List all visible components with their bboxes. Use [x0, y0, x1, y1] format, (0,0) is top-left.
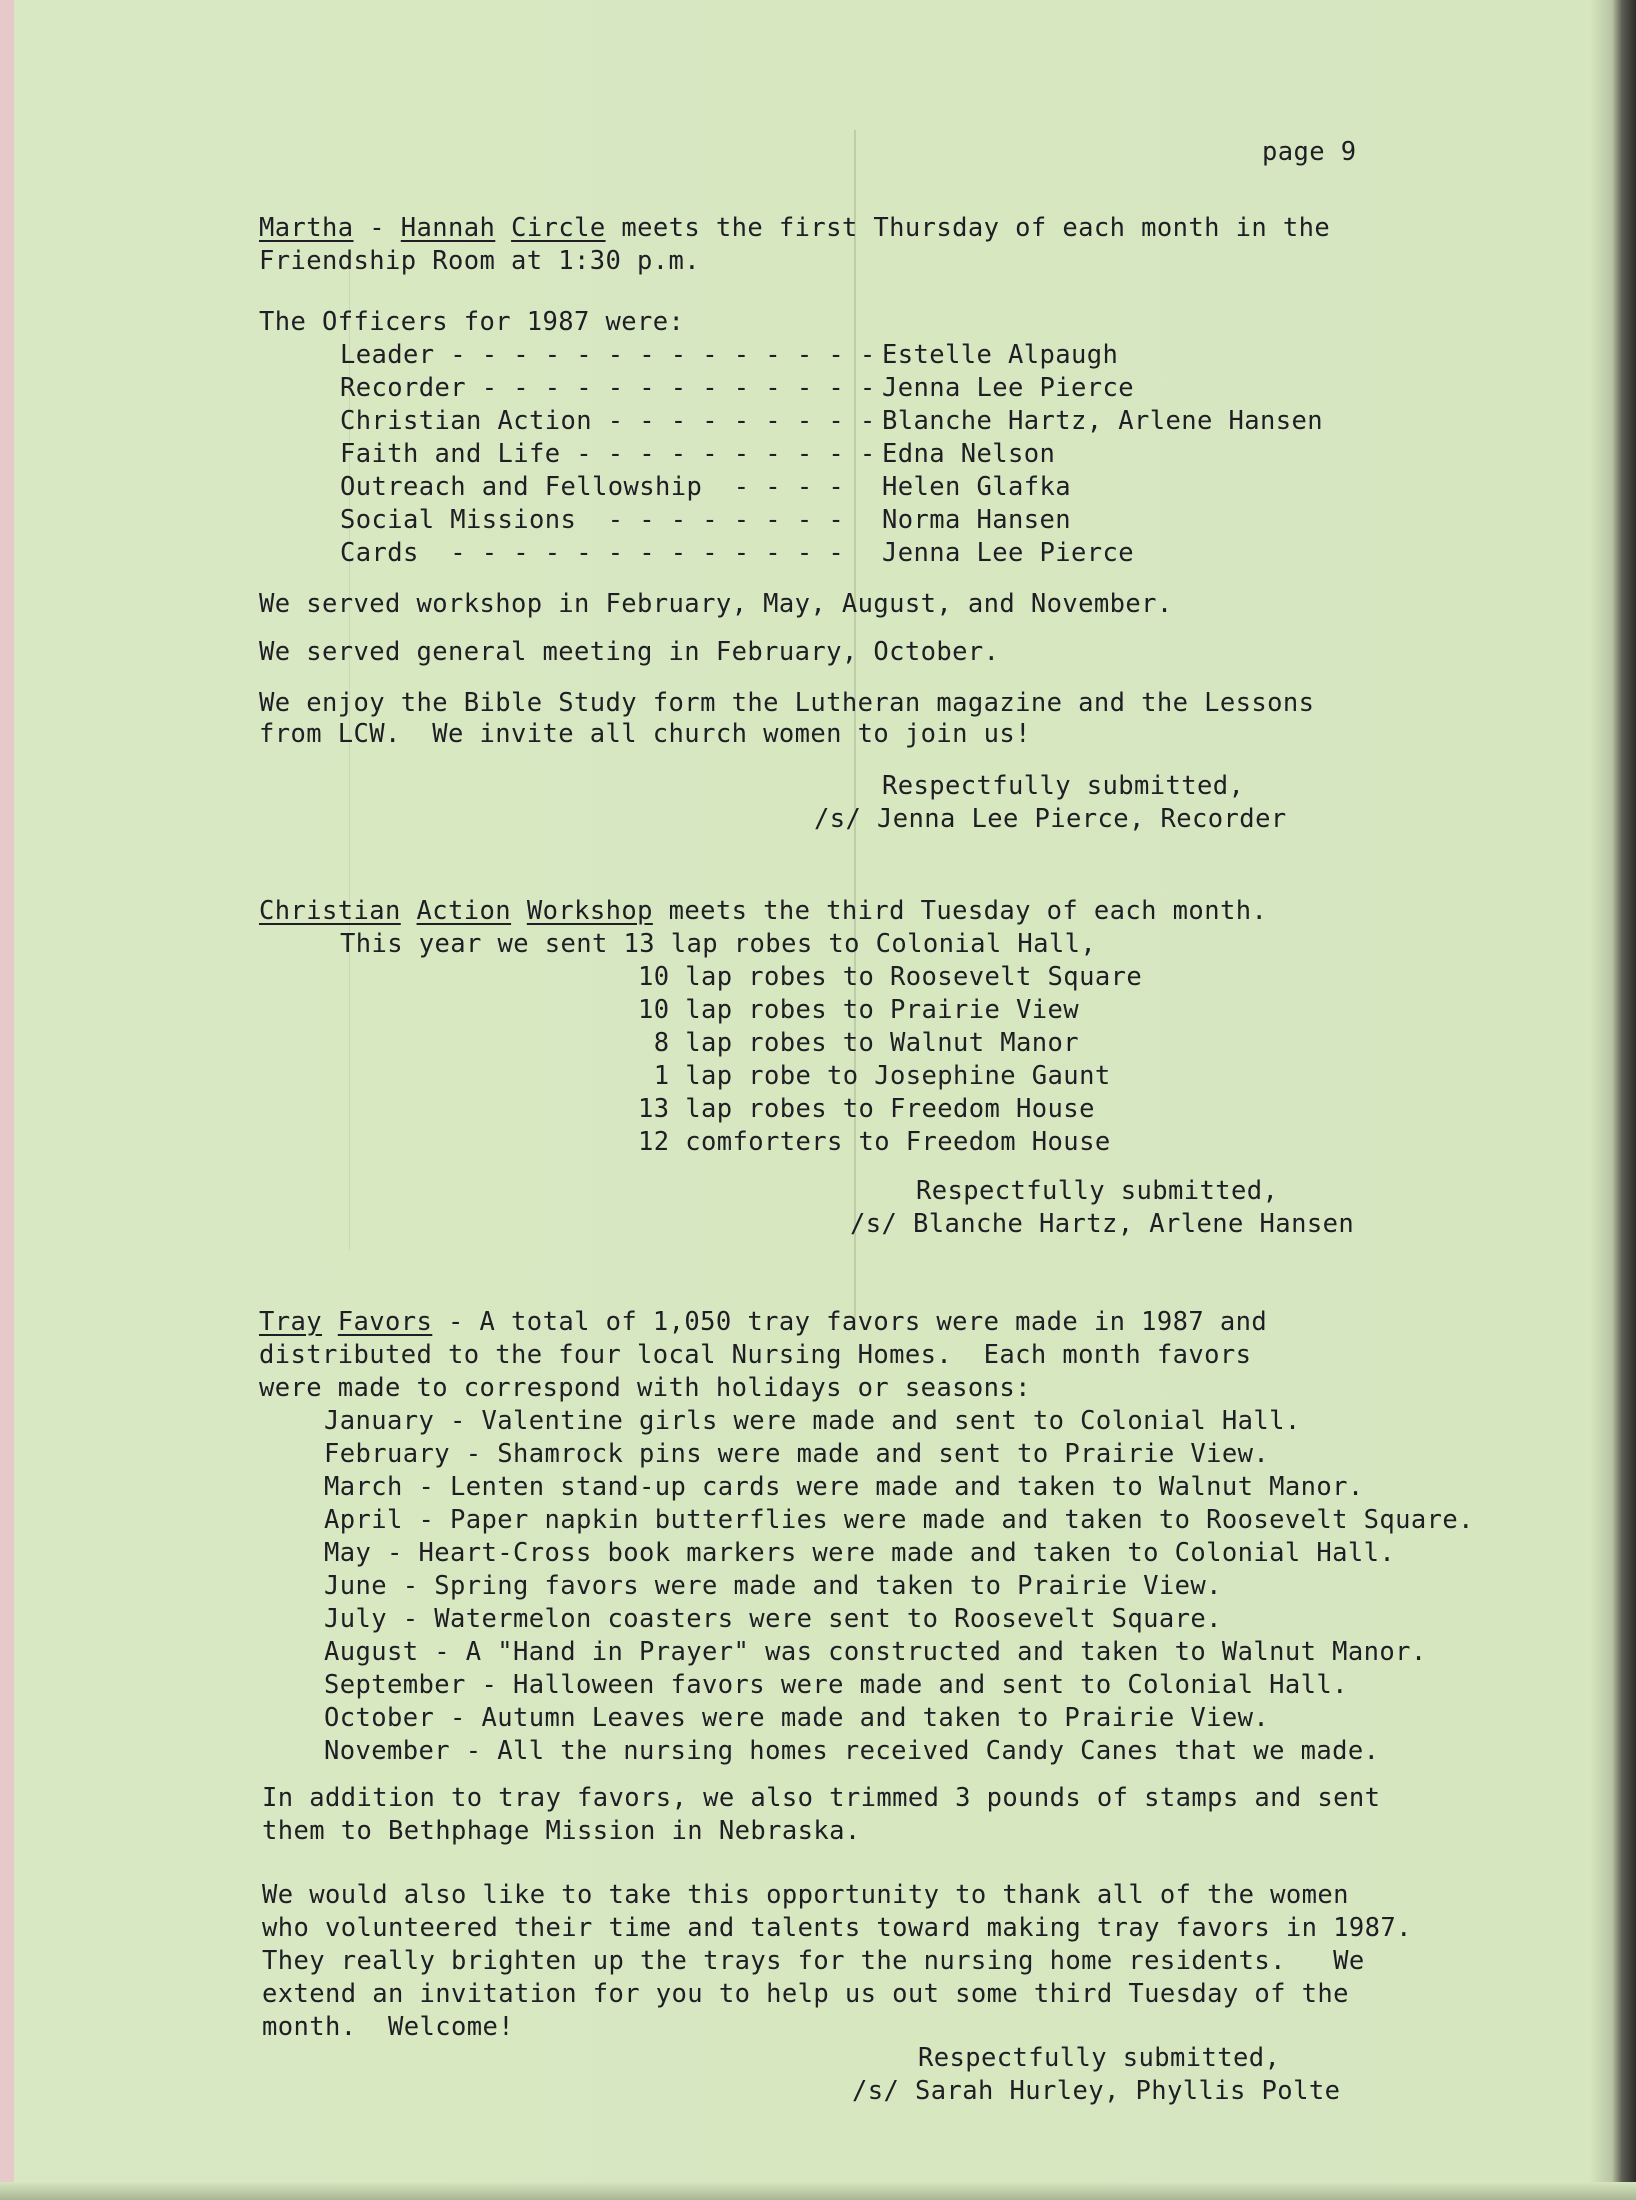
robes-line-5: 1 lap robe to Josephine Gaunt — [638, 1061, 1111, 1091]
robes-line-6: 13 lap robes to Freedom House — [638, 1094, 1095, 1124]
martha-heading-line — [259, 212, 1330, 245]
tray-line-3: were made to correspond with holidays or seasons: — [259, 1373, 1031, 1403]
martha-title-a: Martha — [259, 213, 354, 243]
robes-line-7: 12 comforters to Freedom House — [638, 1127, 1111, 1157]
tray-heading-line — [259, 1306, 1267, 1339]
martha-title-sep: - — [353, 213, 401, 243]
officer-role-social-missions: Social Missions - - - - - - - - — [340, 505, 845, 535]
workshop-signoff-1: Respectfully submitted, — [916, 1176, 1279, 1206]
month-may: May - Heart-Cross book markers were made and taken to Colonial Hall. — [324, 1538, 1396, 1568]
tray-paragraph-2c: They really brighten up the trays for the nursing home residents. We — [262, 1946, 1365, 1976]
month-january: January - Valentine girls were made and sent to Colonial Hall. — [324, 1406, 1301, 1436]
robes-line-1: This year we sent 13 lap robes to Colonial Hall, — [340, 929, 1097, 959]
month-april: April - Paper napkin butterflies were made and taken to Roosevelt Square. — [324, 1505, 1474, 1535]
tray-line1-rest: - A total of 1,050 tray favors were made in 1987 and — [432, 1307, 1268, 1337]
workshop-heading-line — [259, 895, 1267, 928]
martha-paragraph-3b: from LCW. We invite all church women to join us! — [259, 719, 1031, 749]
officer-role-cards: Cards - - - - - - - - - - - - - — [340, 538, 845, 568]
month-september: September - Halloween favors were made and sent to Colonial Hall. — [324, 1670, 1348, 1700]
martha-signoff-1: Respectfully submitted, — [882, 771, 1245, 801]
tray-signoff-2: /s/ Sarah Hurley, Phyllis Polte — [852, 2076, 1341, 2106]
tray-paragraph-1a: In addition to tray favors, we also trimmed 3 pounds of stamps and sent — [262, 1783, 1381, 1813]
officer-name-recorder: Jenna Lee Pierce — [882, 373, 1135, 403]
martha-paragraph-1: We served workshop in February, May, August, and November. — [259, 589, 1173, 619]
officers-heading: The Officers for 1987 were: — [259, 307, 685, 337]
workshop-signoff-2: /s/ Blanche Hartz, Arlene Hansen — [850, 1209, 1355, 1239]
month-july: July - Watermelon coasters were sent to Roosevelt Square. — [324, 1604, 1222, 1634]
officer-name-leader: Estelle Alpaugh — [882, 340, 1119, 370]
month-june: June - Spring favors were made and taken to Prairie View. — [324, 1571, 1222, 1601]
workshop-line1-rest: meets the third Tuesday of each month. — [652, 896, 1268, 926]
page-number: page 9 — [1262, 137, 1357, 167]
tray-line-2: distributed to the four local Nursing Homes. Each month favors — [259, 1340, 1252, 1370]
workshop-title-a: Christian — [259, 896, 401, 926]
tray-paragraph-1b: them to Bethphage Mission in Nebraska. — [262, 1816, 861, 1846]
tray-paragraph-2e: month. Welcome! — [262, 2012, 515, 2042]
tray-signoff-1: Respectfully submitted, — [918, 2043, 1281, 2073]
officer-name-social-missions: Norma Hansen — [882, 505, 1072, 535]
officer-role-faith-life: Faith and Life - - - - - - - - - - — [340, 439, 876, 469]
robes-line-3: 10 lap robes to Prairie View — [638, 995, 1080, 1025]
robes-line-4: 8 lap robes to Walnut Manor — [638, 1028, 1080, 1058]
officer-name-cards: Jenna Lee Pierce — [882, 538, 1135, 568]
tray-paragraph-2a: We would also like to take this opportunity to thank all of the women — [262, 1880, 1349, 1910]
tray-title-b: Favors — [337, 1307, 433, 1337]
officer-name-faith-life: Edna Nelson — [882, 439, 1056, 469]
month-november: November - All the nursing homes received Candy Canes that we made. — [324, 1736, 1380, 1766]
martha-paragraph-2: We served general meeting in February, October. — [259, 637, 1000, 667]
martha-signoff-2: /s/ Jenna Lee Pierce, Recorder — [814, 804, 1287, 834]
martha-title-b: Hannah — [400, 213, 496, 243]
month-march: March - Lenten stand-up cards were made and taken to Walnut Manor. — [324, 1472, 1364, 1502]
officer-role-leader: Leader - - - - - - - - - - - - - - — [340, 340, 876, 370]
tray-paragraph-2b: who volunteered their time and talents toward making tray favors in 1987. — [262, 1913, 1412, 1943]
workshop-title-b: Action — [416, 896, 512, 926]
martha-title-c: Circle — [511, 213, 606, 243]
officer-role-recorder: Recorder - - - - - - - - - - - - - — [340, 373, 876, 403]
tray-title-a: Tray — [259, 1307, 323, 1337]
tray-paragraph-2d: extend an invitation for you to help us out some third Tuesday of the — [262, 1979, 1349, 2009]
robes-line-2: 10 lap robes to Roosevelt Square — [638, 962, 1143, 992]
workshop-title-c: Workshop — [526, 896, 653, 926]
month-august: August - A "Hand in Prayer" was constructed and taken to Walnut Manor. — [324, 1637, 1427, 1667]
month-february: February - Shamrock pins were made and sent to Prairie View. — [324, 1439, 1270, 1469]
martha-paragraph-3a: We enjoy the Bible Study form the Lutheran magazine and the Lessons — [259, 688, 1315, 718]
month-october: October - Autumn Leaves were made and taken to Prairie View. — [324, 1703, 1270, 1733]
page-bottom-edge — [0, 2182, 1636, 2200]
officer-name-outreach: Helen Glafka — [882, 472, 1072, 502]
officer-role-outreach: Outreach and Fellowship - - - - — [340, 472, 845, 502]
officer-name-christian-action: Blanche Hartz, Arlene Hansen — [882, 406, 1324, 436]
martha-line1-rest: meets the first Thursday of each month in the — [605, 213, 1331, 243]
martha-line2: Friendship Room at 1:30 p.m. — [259, 246, 701, 276]
officer-role-christian-action: Christian Action - - - - - - - - - — [340, 406, 876, 436]
